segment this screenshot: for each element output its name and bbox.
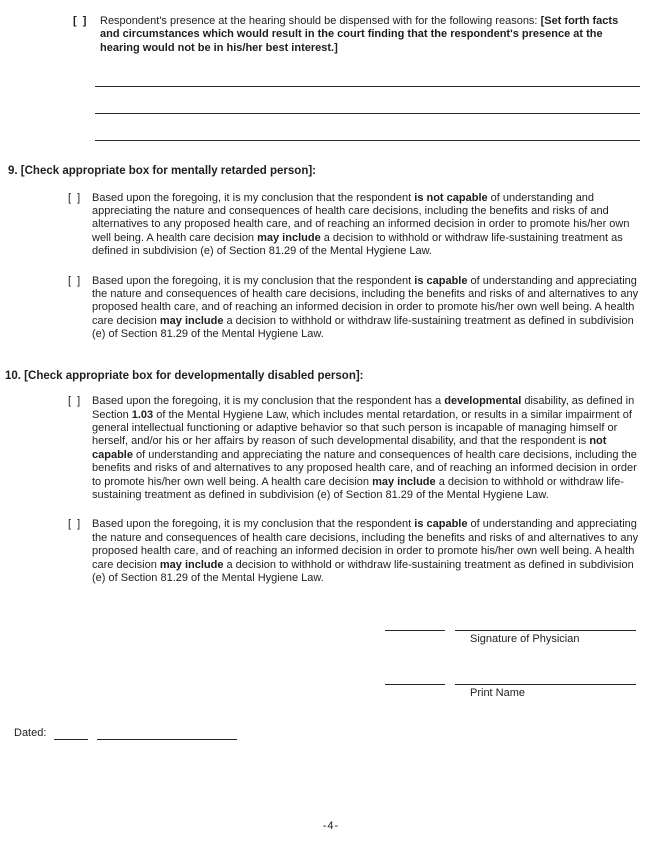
section-10-option-capable <box>68 518 644 585</box>
section-9-heading: 9. [Check appropriate box for mentally retarded person]: <box>8 165 317 178</box>
print-name-label: Print Name <box>470 686 526 699</box>
dated-row <box>14 724 662 740</box>
dated-line-short[interactable] <box>54 726 88 740</box>
signature-line[interactable] <box>455 617 636 631</box>
section-9-option-2-checkbox[interactable]: [ ] <box>68 274 81 287</box>
section-9-option-1-text: Based upon the foregoing, it is my conclusion that the respondent is not capable of understanding and appreciating the nature and consequences of health care decisions, including the benefits and risks of and alternatives to any proposed health care, and of reaching an informed decision in order to promote his/her own well being. A health care decision may include a decision to withhold or withdraw life-sustaining treatment as defined in subdivision (e) of Section 81.29 of the Mental Hygiene Law. <box>92 191 630 258</box>
section-10-heading: 10. [Check appropriate box for developmentally disabled person]: <box>5 369 364 382</box>
fill-in-line-1[interactable] <box>95 60 640 87</box>
respondent-presence-checkbox[interactable]: [ ] <box>73 15 87 27</box>
fill-in-line-2[interactable] <box>95 87 640 114</box>
signature-line-short-segment[interactable] <box>385 617 445 631</box>
print-name-line[interactable] <box>455 671 636 685</box>
section-10-option-1-checkbox[interactable]: [ ] <box>68 395 81 408</box>
section-10-option-1-text: Based upon the foregoing, it is my conclusion that the respondent has a developmental disability, as defined in Section 1.03 of the Mental Hygiene Law, which includes mental retardation, or results in a similar impairment of general intellectual functioning or adaptive behavior so that such person is incapable of managing himself or herself, and/or his or her affairs by reason of such developmental disability, and that the respondent is not capable of understanding and appreciating the nature and consequences of health care decisions, including the benefits and risks of and alternatives to any proposed health care, and of reaching an informed decision in order to promote his/her own well being. A health care decision may include a decision to withhold or withdraw life-sustaining treatment as defined in subdivision (e) of Section 81.29 of the Mental Hygiene Law. <box>92 395 637 501</box>
page-number: -4- <box>322 820 340 832</box>
fill-in-line-3[interactable] <box>95 114 640 141</box>
section-10-option-not-capable <box>68 395 644 502</box>
print-name-line-short-segment[interactable] <box>385 671 445 685</box>
dated-line-long[interactable] <box>97 726 237 740</box>
signature-block <box>385 617 636 646</box>
reasons-fill-in-lines <box>95 60 640 141</box>
section-9-option-capable <box>68 275 644 342</box>
respondent-presence-item <box>73 15 636 55</box>
section-9-option-not-capable <box>68 192 644 259</box>
section-10-option-2-text: Based upon the foregoing, it is my conclusion that the respondent is capable of understanding and appreciating the nature and consequences of health care decisions, including the benefits and risks of and alternatives to any proposed health care, and of reaching an informed decision in order to promote his/her own well being. A health care decision may include a decision to withhold or withdraw life-sustaining treatment as defined in subdivision (e) of Section 81.29 of the Mental Hygiene Law. <box>92 518 639 584</box>
section-9-option-2-text: Based upon the foregoing, it is my conclusion that the respondent is capable of understanding and appreciating the nature and consequences of health care decisions, including the benefits and risks of and alternatives to any proposed health care, and of reaching an informed decision in order to promote his/her own well being. A health care decision may include a decision to withhold or withdraw life-sustaining treatment as defined in subdivision (e) of Section 81.29 of the Mental Hygiene Law. <box>92 274 639 341</box>
signature-label: Signature of Physician <box>470 633 580 646</box>
print-name-line-gap <box>445 671 455 685</box>
section-9-option-1-checkbox[interactable]: [ ] <box>68 191 81 204</box>
section-10-option-2-checkbox[interactable]: [ ] <box>68 518 81 531</box>
signature-line-gap <box>445 617 455 631</box>
dated-label: Dated: <box>14 726 47 739</box>
print-name-block <box>385 671 636 700</box>
respondent-presence-text: Respondent's presence at the hearing should be dispensed with for the following reasons: [Set forth facts and circumstances which would result in the court finding that the respondent's presence at the hearing would not be in his/her best interest.] <box>100 15 619 54</box>
